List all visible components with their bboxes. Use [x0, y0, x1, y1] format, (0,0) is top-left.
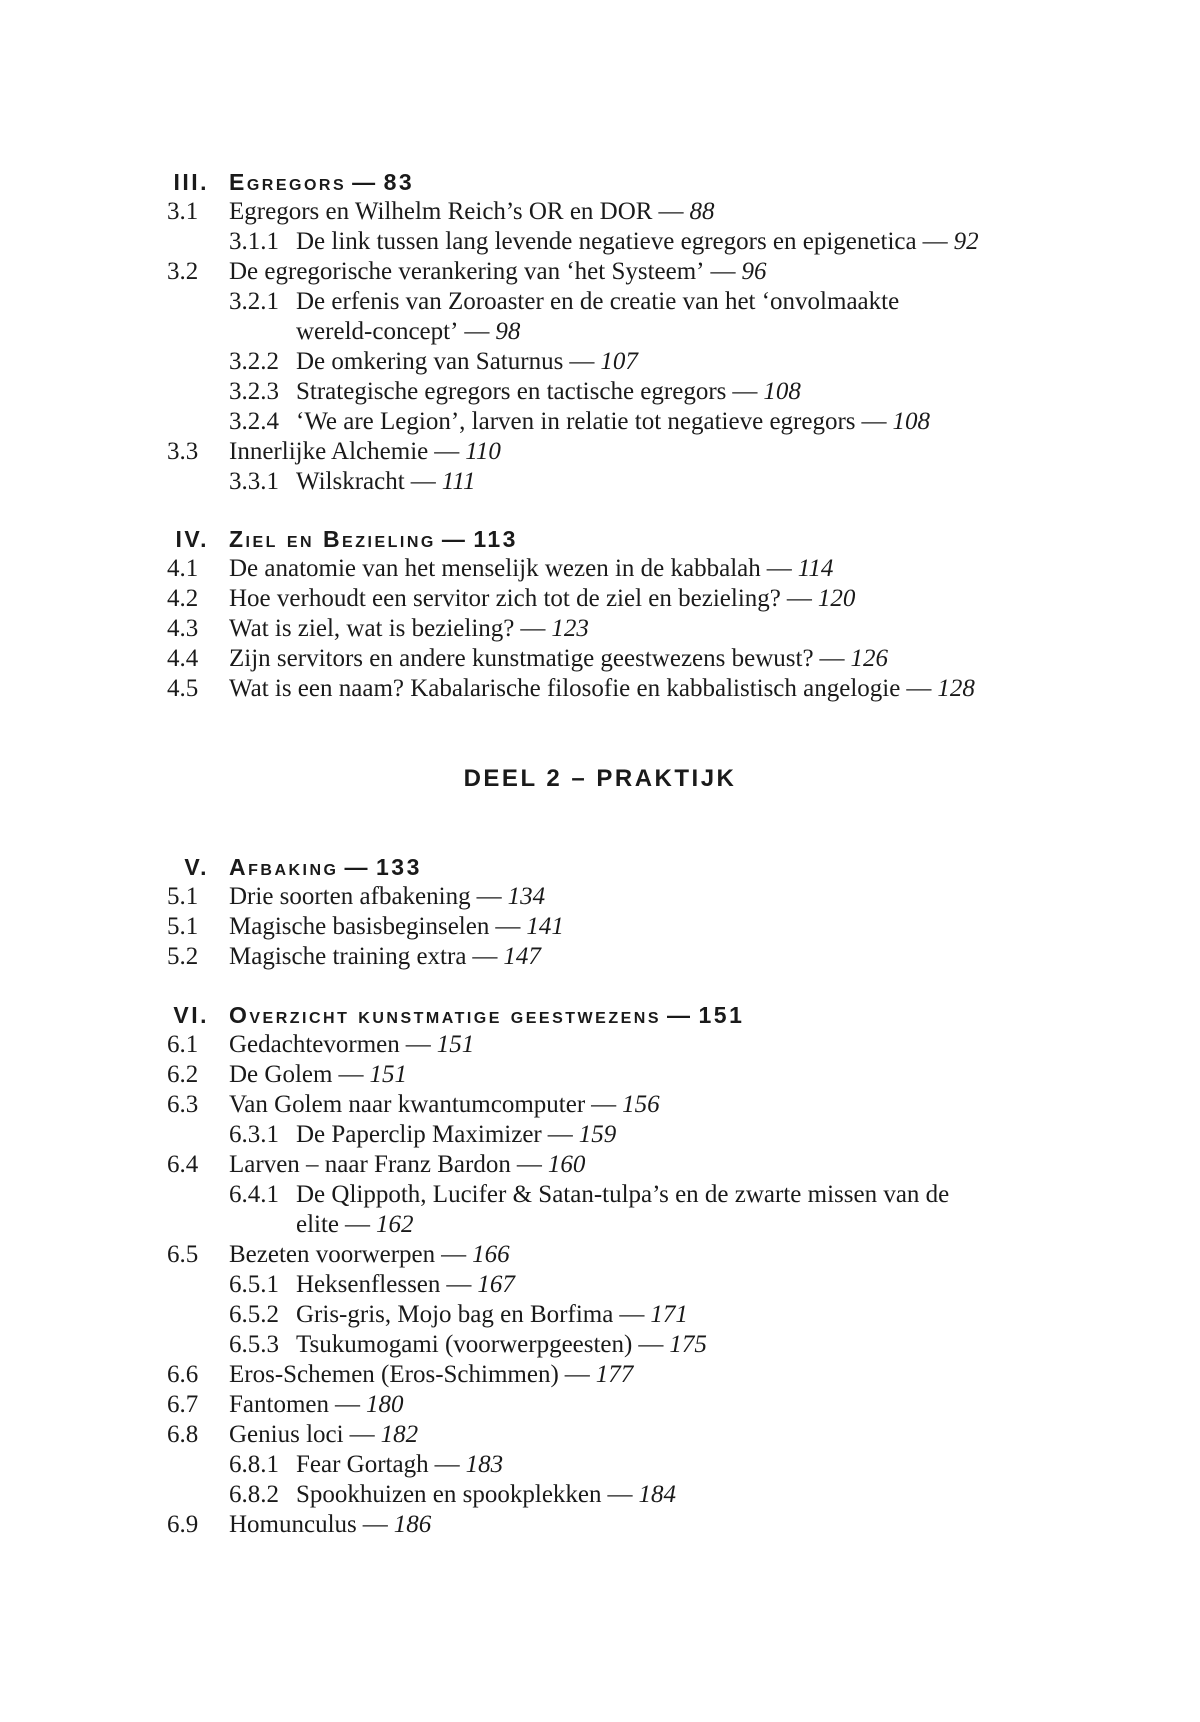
separator-dash: — — [335, 1391, 360, 1418]
entry-title: Wat is ziel, wat is bezieling? — [229, 615, 515, 642]
entry-title: De egregorische verankering van ‘het Systeem’ — [229, 258, 705, 285]
entry-number: 6.9 — [167, 1511, 199, 1538]
entry-title: Spookhuizen en spookplekken — [296, 1481, 602, 1508]
entry-title-line-1: De erfenis van Zoroaster en de creatie van het ‘onvolmaakte — [296, 288, 900, 315]
entry-title: De anatomie van het menselijk wezen in de kabbalah — [229, 555, 761, 582]
separator-dash: — — [495, 913, 521, 940]
entry-text — [229, 644, 888, 674]
entry-number: 6.8.1 — [229, 1451, 279, 1478]
entry-text — [296, 347, 638, 377]
chapter-title — [229, 167, 414, 197]
toc-subentry[interactable] — [0, 227, 1200, 257]
separator-dash: — — [441, 1241, 467, 1268]
entry-number: 5.1 — [167, 913, 199, 940]
entry-number: 6.1 — [167, 1031, 199, 1058]
separator-dash: — — [446, 1271, 472, 1298]
entry-page: 110 — [465, 438, 501, 465]
chapter-title-text: Afbaking — [229, 854, 339, 880]
toc-subentry[interactable] — [0, 1270, 1200, 1300]
entry-page: 147 — [503, 943, 541, 970]
entry-number: 6.6 — [167, 1361, 199, 1388]
entry-page: 123 — [551, 615, 589, 642]
entry-title: De omkering van Saturnus — [296, 348, 564, 375]
entry-text — [229, 257, 767, 287]
toc-subentry[interactable] — [0, 1450, 1200, 1480]
entry-text — [229, 912, 564, 942]
entry-number: 3.1.1 — [229, 228, 279, 255]
entry-text — [229, 1360, 633, 1390]
entry-page: 151 — [369, 1061, 407, 1088]
entry-number: 6.3.1 — [229, 1121, 279, 1148]
entry-title: Eros-Schemen (Eros-Schimmen) — [229, 1361, 559, 1388]
toc-entry[interactable] — [0, 1390, 1200, 1420]
entry-text — [229, 437, 501, 467]
separator-dash: — — [732, 378, 758, 405]
separator-dash: — — [906, 675, 932, 702]
entry-number: 6.4.1 — [229, 1181, 279, 1208]
toc-entry[interactable] — [0, 614, 1200, 644]
chapter-title-text: Overzicht kunstmatige geestwezens — [229, 1002, 661, 1028]
entry-text — [229, 1420, 418, 1450]
chapter-heading — [0, 852, 1200, 882]
toc-entry[interactable] — [0, 1060, 1200, 1090]
entry-title: De Golem — [229, 1061, 333, 1088]
entry-title-line-1: De Qlippoth, Lucifer & Satan-tulpa’s en de zwarte missen van de — [296, 1181, 950, 1208]
chapter-heading — [0, 167, 1200, 197]
entry-number: 6.3 — [167, 1091, 199, 1118]
entry-number: 3.1 — [167, 198, 199, 225]
entry-number: 4.3 — [167, 615, 199, 642]
toc-entry[interactable] — [0, 257, 1200, 287]
chapter-page: 151 — [698, 1002, 745, 1028]
toc-subentry[interactable] — [0, 1480, 1200, 1510]
chapter-5 — [0, 852, 1200, 972]
separator-dash: — — [569, 348, 595, 375]
entry-number: 3.2 — [167, 258, 199, 285]
entry-text — [229, 197, 714, 227]
separator-dash: — — [922, 228, 948, 255]
entry-title-line-2-wrap — [296, 317, 899, 347]
entry-page: 120 — [817, 585, 856, 612]
entry-title: De link tussen lang levende negatieve egregors en epigenetica — [296, 228, 917, 255]
entry-title: Egregors en Wilhelm Reich’s OR en DOR — [229, 198, 653, 225]
separator-dash: — — [710, 258, 736, 285]
toc-entry[interactable] — [0, 644, 1200, 674]
separator-dash: — — [362, 1511, 388, 1538]
toc-entry[interactable] — [0, 912, 1200, 942]
entry-page: 98 — [495, 318, 521, 345]
entry-title-line-2: wereld-concept’ — [296, 318, 459, 345]
entry-title: Gris-gris, Mojo bag en Borfima — [296, 1301, 614, 1328]
entry-title: Homunculus — [229, 1511, 357, 1538]
separator-dash: — — [861, 408, 887, 435]
entry-title-line-2: elite — [296, 1211, 340, 1238]
entry-text — [229, 882, 545, 912]
entry-title: Strategische egregors en tactische egregors — [296, 378, 727, 405]
entry-title: Magische training extra — [229, 943, 467, 970]
chapter-6 — [0, 1000, 1200, 1540]
chapter-page: 133 — [376, 854, 422, 880]
entry-page: 177 — [595, 1361, 634, 1388]
toc-entry[interactable] — [0, 1360, 1200, 1390]
separator-dash: — — [352, 169, 378, 195]
entry-page: 108 — [763, 378, 801, 405]
toc-entry[interactable] — [0, 942, 1200, 972]
entry-title: Hoe verhoudt een servitor zich tot de ziel en bezieling? — [229, 585, 781, 612]
toc-subentry[interactable] — [0, 1300, 1200, 1330]
entry-page: 151 — [436, 1031, 475, 1058]
entry-number: 5.1 — [167, 883, 199, 910]
entry-page: 141 — [526, 913, 564, 940]
entry-number: 6.5.3 — [229, 1331, 279, 1358]
entry-title: Innerlijke Alchemie — [229, 438, 429, 465]
entry-title: Bezeten voorwerpen — [229, 1241, 436, 1268]
chapter-numeral: III. — [173, 169, 209, 195]
entry-number: 4.1 — [167, 555, 199, 582]
separator-dash: — — [667, 1002, 693, 1028]
chapter-4 — [0, 524, 1200, 704]
entry-page: 96 — [741, 258, 767, 285]
separator-dash: — — [619, 1301, 645, 1328]
entry-title: Fantomen — [229, 1391, 329, 1418]
separator-dash: — — [464, 318, 490, 345]
chapter-title-text: Ziel en Bezieling — [229, 526, 436, 552]
entry-page: 126 — [850, 645, 889, 672]
entry-page: 162 — [376, 1211, 414, 1238]
toc-entry[interactable] — [0, 437, 1200, 467]
entry-page: 107 — [600, 348, 638, 375]
separator-dash: — — [564, 1361, 590, 1388]
entry-page: 114 — [797, 555, 834, 582]
entry-page: 108 — [892, 408, 931, 435]
chapter-title — [229, 852, 422, 882]
separator-dash: — — [338, 1061, 364, 1088]
entry-text — [296, 407, 930, 437]
entry-page: 186 — [393, 1511, 432, 1538]
toc-subentry[interactable] — [0, 287, 1200, 347]
toc-subentry[interactable] — [0, 407, 1200, 437]
entry-page: 160 — [547, 1151, 586, 1178]
entry-page: 184 — [638, 1481, 677, 1508]
entry-text — [229, 1390, 404, 1420]
chapter-heading — [0, 1000, 1200, 1030]
entry-number: 6.5.1 — [229, 1271, 279, 1298]
entry-text — [229, 1090, 660, 1120]
entry-page: 111 — [441, 468, 476, 495]
separator-dash: — — [547, 1121, 573, 1148]
entry-number: 6.8.2 — [229, 1481, 279, 1508]
entry-number: 6.5 — [167, 1241, 199, 1268]
entry-title: De Paperclip Maximizer — [296, 1121, 542, 1148]
chapter-title-text: Egregors — [229, 169, 347, 195]
entry-number: 4.2 — [167, 585, 199, 612]
toc-entry[interactable] — [0, 1090, 1200, 1120]
entry-title: Van Golem naar kwantumcomputer — [229, 1091, 586, 1118]
separator-dash: — — [520, 615, 546, 642]
toc-entry[interactable] — [0, 197, 1200, 227]
separator-dash: — — [349, 1421, 375, 1448]
toc-entry[interactable] — [0, 1510, 1200, 1540]
entry-text — [229, 942, 541, 972]
entry-page: 167 — [477, 1271, 515, 1298]
entry-page: 134 — [507, 883, 546, 910]
entry-title: Tsukumogami (voorwerpgeesten) — [296, 1331, 633, 1358]
entry-page: 88 — [689, 198, 715, 225]
toc-subentry[interactable] — [0, 1120, 1200, 1150]
toc-entry[interactable] — [0, 1150, 1200, 1180]
entry-page: 166 — [472, 1241, 510, 1268]
toc-subentry[interactable] — [0, 1330, 1200, 1360]
separator-dash: — — [766, 555, 792, 582]
entry-page: 92 — [953, 228, 979, 255]
chapter-numeral: V. — [184, 854, 209, 880]
entry-text — [296, 287, 899, 347]
separator-dash: — — [441, 526, 468, 552]
chapter-3 — [0, 167, 1200, 497]
entry-title: Larven – naar Franz Bardon — [229, 1151, 511, 1178]
entry-title: ‘We are Legion’, larven in relatie tot negatieve egregors — [296, 408, 856, 435]
entry-text — [229, 1510, 431, 1540]
separator-dash: — — [345, 1211, 371, 1238]
entry-title: Magische basisbeginselen — [229, 913, 490, 940]
entry-text — [296, 1450, 503, 1480]
entry-text — [296, 1180, 949, 1240]
entry-number: 6.8 — [167, 1421, 199, 1448]
chapter-numeral: VI. — [173, 1002, 209, 1028]
separator-dash: — — [591, 1091, 617, 1118]
entry-number: 3.2.1 — [229, 288, 279, 315]
toc-entry[interactable] — [0, 584, 1200, 614]
toc-subentry[interactable] — [0, 1180, 1200, 1240]
entry-title: Wilskracht — [296, 468, 405, 495]
entry-page: 171 — [650, 1301, 688, 1328]
separator-dash: — — [476, 883, 502, 910]
entry-page: 180 — [366, 1391, 404, 1418]
separator-dash: — — [819, 645, 845, 672]
entry-number: 6.7 — [167, 1391, 199, 1418]
entry-page: 128 — [937, 675, 975, 702]
entry-title: Genius loci — [229, 1421, 344, 1448]
entry-text — [296, 1300, 688, 1330]
separator-dash: — — [344, 854, 370, 880]
entry-title-line-2-wrap — [296, 1210, 949, 1240]
entry-text — [296, 1480, 676, 1510]
separator-dash: — — [434, 1451, 460, 1478]
entry-number: 3.2.4 — [229, 408, 279, 435]
toc-subentry[interactable] — [0, 467, 1200, 497]
entry-number: 3.3 — [167, 438, 199, 465]
separator-dash: — — [658, 198, 684, 225]
entry-text — [296, 1330, 707, 1360]
toc-entry[interactable] — [0, 882, 1200, 912]
entry-number: 5.2 — [167, 943, 199, 970]
chapter-page: 113 — [473, 526, 518, 552]
entry-text — [296, 1120, 616, 1150]
entry-text — [296, 377, 801, 407]
entry-text — [296, 467, 475, 497]
separator-dash: — — [410, 468, 436, 495]
entry-title: Wat is een naam? Kabalarische filosofie en kabbalistisch angelogie — [229, 675, 901, 702]
toc-entry[interactable] — [0, 554, 1200, 584]
separator-dash: — — [607, 1481, 633, 1508]
chapter-numeral: IV. — [175, 526, 209, 552]
separator-dash: — — [434, 438, 460, 465]
entry-text — [229, 674, 975, 704]
entry-number: 6.5.2 — [229, 1301, 279, 1328]
separator-dash: — — [472, 943, 498, 970]
entry-page: 156 — [622, 1091, 660, 1118]
entry-text — [229, 1150, 585, 1180]
toc-subentry[interactable] — [0, 347, 1200, 377]
entry-page: 159 — [578, 1121, 617, 1148]
separator-dash: — — [786, 585, 812, 612]
entry-number: 3.2.3 — [229, 378, 279, 405]
entry-text — [229, 584, 855, 614]
entry-number: 3.2.2 — [229, 348, 279, 375]
entry-text — [296, 1270, 515, 1300]
toc-subentry[interactable] — [0, 377, 1200, 407]
entry-text — [229, 1060, 407, 1090]
chapter-title — [229, 1000, 744, 1030]
separator-dash: — — [638, 1331, 664, 1358]
chapter-heading — [0, 524, 1200, 554]
entry-page: 175 — [669, 1331, 707, 1358]
entry-text — [296, 227, 979, 257]
entry-number: 4.4 — [167, 645, 199, 672]
chapter-title — [229, 524, 518, 554]
toc-entry[interactable] — [0, 1030, 1200, 1060]
entry-number: 6.4 — [167, 1151, 199, 1178]
entry-page: 183 — [465, 1451, 504, 1478]
entry-text — [229, 1240, 510, 1270]
entry-text — [229, 554, 833, 584]
separator-dash: — — [405, 1031, 431, 1058]
entry-text — [229, 614, 589, 644]
entry-title: Drie soorten afbakening — [229, 883, 471, 910]
chapter-page: 83 — [383, 169, 415, 195]
toc-entry[interactable] — [0, 674, 1200, 704]
entry-title: Heksenflessen — [296, 1271, 441, 1298]
entry-text — [229, 1030, 474, 1060]
part-heading: DEEL 2 – PRAKTIJK — [463, 765, 737, 792]
entry-title: Zijn servitors en andere kunstmatige geestwezens bewust? — [229, 645, 814, 672]
entry-title: Fear Gortagh — [296, 1451, 429, 1478]
separator-dash: — — [516, 1151, 542, 1178]
entry-number: 3.3.1 — [229, 468, 279, 495]
toc-entry[interactable] — [0, 1240, 1200, 1270]
toc-entry[interactable] — [0, 1420, 1200, 1450]
entry-title: Gedachtevormen — [229, 1031, 400, 1058]
entry-number: 4.5 — [167, 675, 199, 702]
entry-page: 182 — [380, 1421, 419, 1448]
entry-number: 6.2 — [167, 1061, 199, 1088]
